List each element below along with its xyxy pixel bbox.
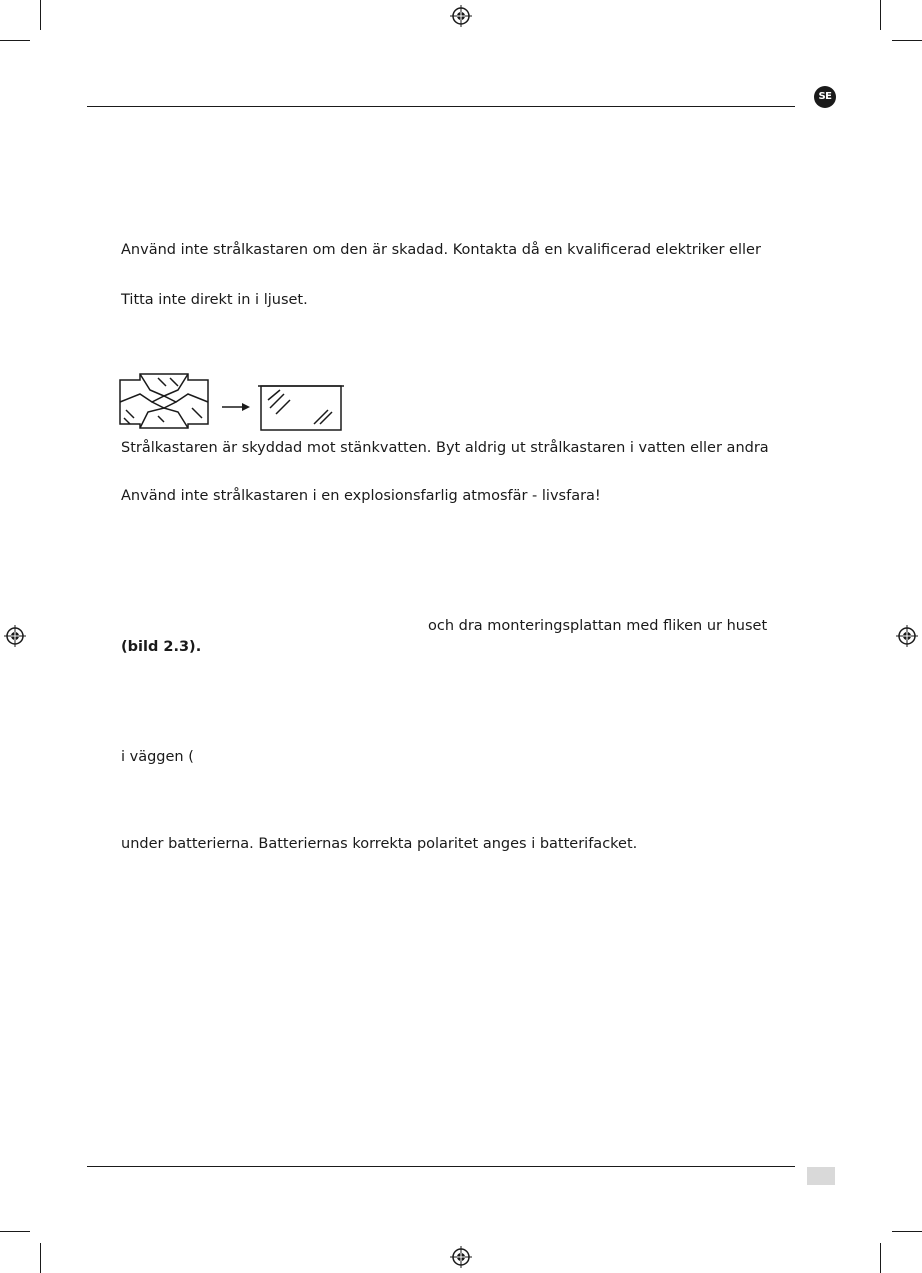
- registration-mark-left-icon: [4, 625, 26, 647]
- text-line-wall: i väggen (: [121, 749, 194, 765]
- registration-mark-right-icon: [896, 625, 918, 647]
- crop-mark-top-left: [40, 0, 41, 30]
- footer-rule: [87, 1166, 795, 1167]
- text-line-explosion-warning: Använd inte strålkastaren i en explosionsfarlig atmosfär - livsfara!: [121, 488, 601, 504]
- crop-mark-bottom-left-h: [0, 1231, 30, 1232]
- header-rule: [87, 106, 795, 107]
- text-line-light-warning: Titta inte direkt in i ljuset.: [121, 292, 308, 308]
- language-badge: SE: [814, 86, 836, 108]
- crop-mark-top-left-h: [0, 40, 30, 41]
- text-line-mounting-plate: och dra monteringsplattan med fliken ur huset: [428, 618, 768, 634]
- broken-glass-replace-icon: [118, 372, 348, 432]
- page-number-box: [807, 1167, 835, 1185]
- crop-mark-top-right: [880, 0, 881, 30]
- crop-mark-bottom-right: [880, 1243, 881, 1273]
- crop-mark-bottom-right-h: [892, 1231, 922, 1232]
- text-line-figure-ref: (bild 2.3).: [121, 639, 202, 655]
- crop-mark-top-right-h: [892, 40, 922, 41]
- text-line-damaged-warning: Använd inte strålkastaren om den är skadad. Kontakta då en kvalificerad elektriker eller: [121, 242, 761, 258]
- text-line-splash-water: Strålkastaren är skyddad mot stänkvatten. Byt aldrig ut strålkastaren i vatten eller andra: [121, 440, 769, 456]
- registration-mark-top-icon: [450, 5, 472, 27]
- text-line-battery-polarity: under batterierna. Batteriernas korrekta polaritet anges i batterifacket.: [121, 836, 638, 852]
- registration-mark-bottom-icon: [450, 1246, 472, 1268]
- crop-mark-bottom-left: [40, 1243, 41, 1273]
